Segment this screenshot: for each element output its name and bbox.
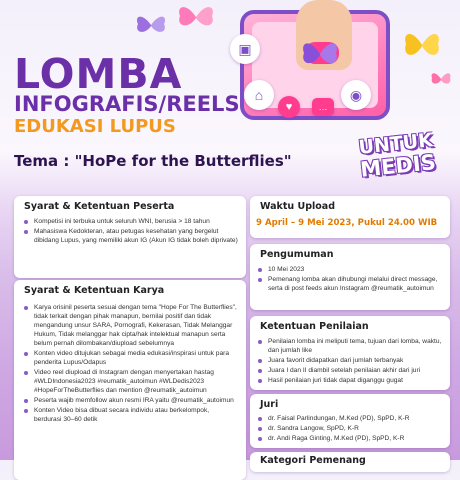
list-item: Penilaian lomba ini meliputi tema, tujuan dari lomba, waktu, dan jumlah like [256,337,442,355]
list-item: 10 Mei 2023 [256,265,442,274]
medis-label: MEDIS [359,149,437,182]
tema-heading: Tema : "HoPe for the Butterflies" [14,152,292,170]
untuk-label: UNTUK [357,129,434,159]
list-item: Karya orisinil peserta sesuai dengan tema "Hope For The Butterflies", tidak terkait dengan pihak manapun, bernilai positif dan tidak mengandung unsur SARA, Pornografi, Kekerasan, Tidak Melanggar Hukum, Tidak melanggar hak cipta/hak intelektual manapun serta belum pernah dilombakan/diupload sebelumnya [22,303,238,348]
list-item: Juara I dan II diambil setelah penilaian akhir dari juri [256,366,442,375]
waktu-upload-card [250,196,450,238]
title-infografis-reels: INFOGRAFIS/REELS [14,92,240,116]
butterfly-icon [134,12,168,38]
list-item: Video reel diupload di Instagram dengan menyertakan hastag #WLDIndonesia2023 #reumatik_autoimun #WLDedis2023 #HopeForTheButterflies dan mention @reumatik_autoimun [22,368,238,395]
butterfly-icon [402,28,442,62]
syarat-peserta-card [14,196,246,278]
list-item: Hasil penilaian juri tidak dapat diganggu gugat [256,376,442,385]
syarat-karya-list [14,296,246,424]
untuk-medis-badge [340,129,454,182]
list-item: Pemenang lomba akan dihubungi melalui direct message, serta di post feeds akun Instagram @reumatik_autoimun [256,275,442,293]
pengumuman-title: Pengumuman [260,249,334,260]
syarat-karya-title: Syarat & Ketentuan Karya [24,285,165,296]
kategori-pemenang-title: Kategori Pemenang [260,455,366,466]
pengumuman-card [250,244,450,310]
list-item: Peserta wajib memfollow akun resmi IRA yaitu @reumatik_autoimun [22,396,238,405]
list-item: dr. Sandra Langow, SpPD, K-R [256,424,442,433]
waktu-upload-title: Waktu Upload [260,201,335,212]
image-icon: ▣ [230,34,260,64]
list-item: Konten video ditujukan sebagai media edukasi/inspirasi untuk para penderita Lupus/Odapus [22,349,238,367]
home-icon: ⌂ [244,80,274,110]
list-item: Konten Video bisa dibuat secara individu atau berkelompok, berdurasi 30–60 detik [22,406,238,424]
list-item: Mahasiswa Kedokteran, atau petugas kesehatan yang bergelut dibidang Lupus, yang memiliki akun IG (Akun IG tidak boleh diprivate) [22,227,238,245]
ketentuan-penilaian-title: Ketentuan Penilaian [260,321,369,332]
chat-icon: … [312,98,334,116]
ketentuan-penilaian-card [250,316,450,390]
title-lomba: LOMBA [14,50,183,98]
title-edukasi-lupus: EDUKASI LUPUS [14,116,176,137]
syarat-karya-card [14,280,246,480]
syarat-peserta-list [14,212,246,245]
waktu-upload-value: 9 April – 9 Mei 2023, Pukul 24.00 WIB [256,218,438,228]
list-item: Kompetisi ini terbuka untuk seluruh WNI, berusia > 18 tahun [22,217,238,226]
kategori-pemenang-card [250,452,450,472]
list-item: dr. Andi Raga Ginting, M.Ked (PD), SpPD, K-R [256,434,442,443]
juri-title: Juri [260,399,279,410]
ketentuan-penilaian-list [250,332,450,385]
list-item: Juara favorit didapatkan dari jumlah terbanyak [256,356,442,365]
heart-icon: ♥ [278,96,300,118]
pengumuman-list [250,260,450,293]
butterfly-icon [430,70,452,88]
list-item: dr. Faisal Parlindungan, M.Ked (PD), SpPD, K-R [256,414,442,423]
butterfly-icon [176,2,216,32]
juri-list [250,410,450,443]
camera-icon: ◉ [341,80,371,110]
juri-card [250,394,450,448]
butterfly-icon [300,38,340,70]
syarat-peserta-title: Syarat & Ketentuan Peserta [24,201,175,212]
